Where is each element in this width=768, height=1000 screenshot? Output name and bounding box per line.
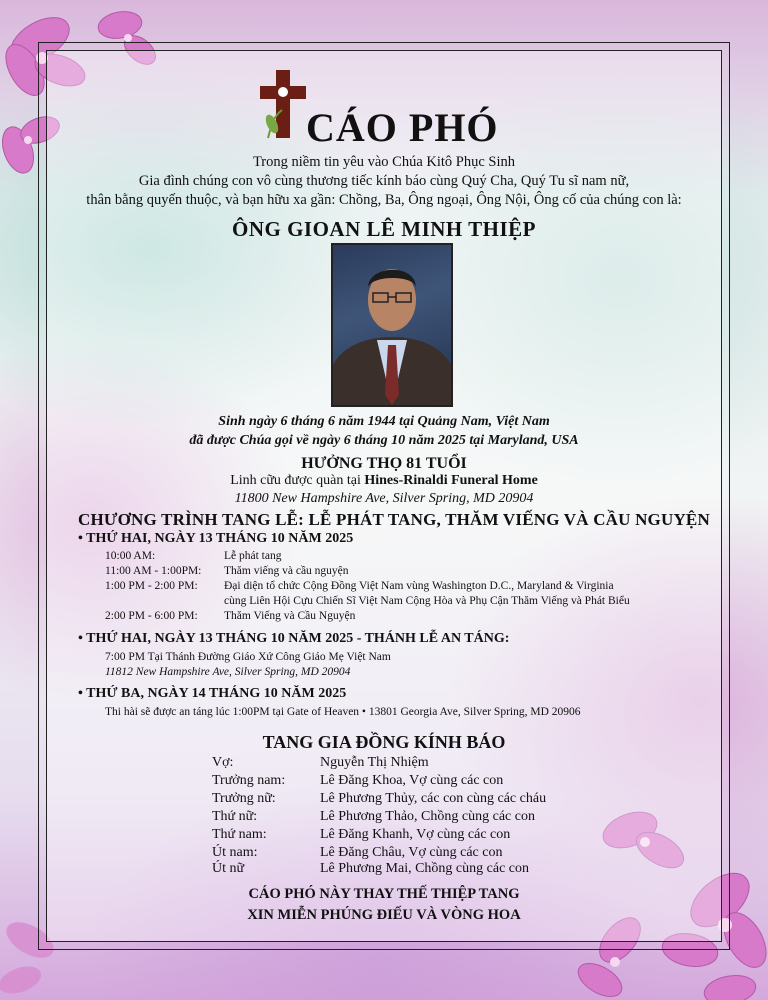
schedule-time: 11:00 AM - 1:00PM:	[105, 565, 202, 577]
intro-text	[0, 153, 768, 210]
schedule-time: 10:00 AM:	[105, 550, 156, 562]
viewing-address: 11800 New Hampshire Ave, Silver Spring, MD 20904	[234, 491, 534, 506]
intro-line: Gia đình chúng con vô cùng thương tiếc kính báo cùng Quý Cha, Quý Tu sĩ nam nữ,	[138, 173, 630, 189]
day3-line1: Thi hài sẽ được an táng lúc 1:00PM tại Gate of Heaven • 13801 Georgia Ave, Silver Spring, MD 20906	[105, 706, 581, 718]
day2-line2: 11812 New Hampshire Ave, Silver Spring, MD 20904	[105, 666, 351, 678]
family-heading: TANG GIA ĐỒNG KÍNH BÁO	[262, 732, 506, 752]
day1-heading: • THỨ HAI, NGÀY 13 THÁNG 10 NĂM 2025	[78, 531, 354, 546]
schedule-desc: Đại diện tổ chức Cộng Đồng Việt Nam vùng Washington D.C., Maryland & Virginia	[224, 580, 614, 592]
day2-line1: 7:00 PM Tại Thánh Đường Giáo Xứ Công Giáo Mẹ Việt Nam	[105, 651, 391, 663]
family-role: Trưởng nam:	[212, 773, 286, 788]
day1-schedule	[0, 549, 768, 627]
life-dates	[0, 412, 768, 450]
family-role: Vợ:	[212, 755, 234, 770]
closing-line: XIN MIỄN PHÚNG ĐIẾU VÀ VÒNG HOA	[247, 907, 521, 923]
family-list	[0, 755, 768, 879]
family-name: Lê Đăng Khanh, Vợ cùng các con	[320, 827, 511, 842]
schedule-desc: Thăm viếng và cầu nguyện	[224, 565, 349, 577]
family-name: Lê Đăng Châu, Vợ cùng các con	[320, 845, 503, 860]
program-heading: CHƯƠNG TRÌNH TANG LỄ: LỄ PHÁT TANG, THĂM VIẾNG VÀ CẦU NGUYỆN	[78, 510, 710, 529]
family-name: Lê Phương Thảo, Chồng cùng các con	[320, 809, 535, 824]
born-line: Sinh ngày 6 tháng 6 năm 1944 tại Quảng Nam, Việt Nam	[218, 414, 550, 429]
schedule-desc: Lễ phát tang	[224, 550, 282, 562]
page-title: CÁO PHÓ	[306, 105, 499, 150]
family-name: Lê Phương Mai, Chồng cùng các con	[320, 861, 530, 876]
day3-heading: • THỨ BA, NGÀY 14 THÁNG 10 NĂM 2025	[78, 686, 347, 701]
schedule-time: 2:00 PM - 6:00 PM:	[105, 610, 198, 622]
viewing-prefix: Linh cữu được quàn tại	[230, 473, 365, 488]
family-role: Út nam:	[212, 845, 258, 860]
portrait-photo	[331, 243, 453, 407]
schedule-time: 1:00 PM - 2:00 PM:	[105, 580, 198, 592]
deceased-name: ÔNG GIOAN LÊ MINH THIỆP	[232, 217, 536, 241]
viewing-info	[0, 472, 768, 508]
family-name: Nguyễn Thị Nhiệm	[320, 755, 429, 770]
viewing-place-line	[0, 472, 768, 490]
cross-icon	[258, 68, 308, 140]
intro-line: Trong niềm tin yêu vào Chúa Kitô Phục Sinh	[252, 154, 516, 170]
closing-line: CÁO PHÓ NÀY THAY THẾ THIỆP TANG	[248, 886, 520, 902]
age-line: HƯỞNG THỌ 81 TUỔI	[301, 455, 467, 472]
family-name: Lê Phương Thủy, các con cùng các cháu	[320, 791, 547, 806]
viewing-place: Hines-Rinaldi Funeral Home	[364, 473, 538, 488]
schedule-desc: Thăm Viếng và Cầu Nguyện	[224, 610, 356, 622]
day2-heading: • THỨ HAI, NGÀY 13 THÁNG 10 NĂM 2025 - THÁNH LỄ AN TÁNG:	[78, 631, 510, 646]
family-role: Trưởng nữ:	[212, 791, 276, 806]
family-role: Thứ nữ:	[212, 809, 258, 824]
died-line: đã được Chúa gọi về ngày 6 tháng 10 năm 2025 tại Maryland, USA	[189, 433, 579, 448]
family-role: Thứ nam:	[212, 827, 267, 842]
closing-notice	[0, 884, 768, 926]
family-name: Lê Đăng Khoa, Vợ cùng các con	[320, 773, 504, 788]
schedule-desc: cùng Liên Hội Cựu Chiến Sĩ Việt Nam Cộng Hòa và Phụ Cận Thăm Viếng và Phát Biểu	[224, 595, 630, 607]
intro-line: thân bằng quyến thuộc, và bạn hữu xa gần: Chồng, Ba, Ông ngoại, Ông Nội, Ông cố của chúng con là:	[86, 192, 682, 208]
family-role: Út nữ	[212, 861, 245, 876]
